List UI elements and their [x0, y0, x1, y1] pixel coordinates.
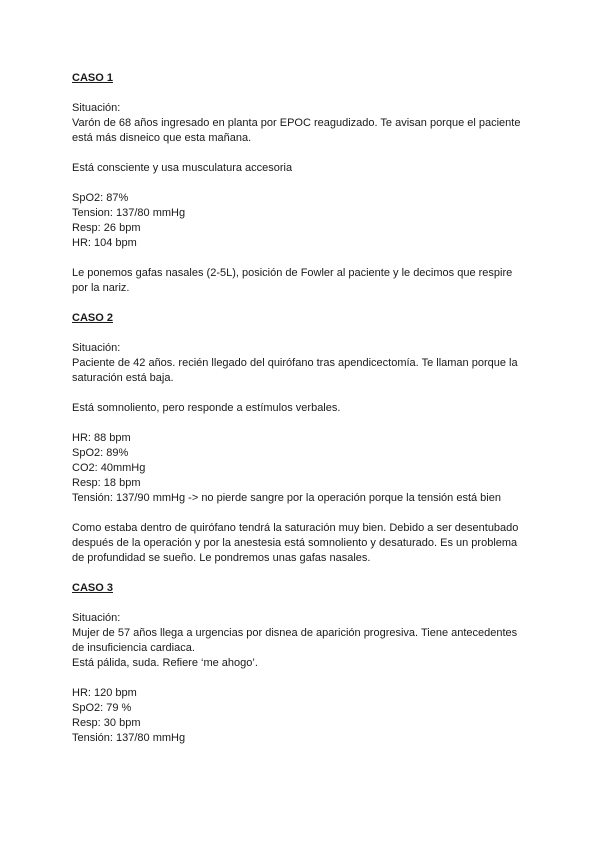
vital-hr: HR: 120 bpm	[72, 687, 137, 699]
vital-tension: Tension: 137/80 mmHg	[72, 207, 186, 219]
case-title: CASO 3	[72, 582, 113, 594]
notes-line: de profundidad se sueño. Le pondremos unas gafas nasales.	[72, 552, 371, 564]
notes-line: después de la operación y por la anestesia está somnoliento y desaturado. Es un problema	[72, 537, 518, 549]
situacion-line: Está pálida, suda. Refiere ‘me ahogo’.	[72, 657, 258, 669]
situacion-line: Varón de 68 años ingresado en planta por EPOC reagudizado. Te avisan porque el paciente	[72, 117, 521, 129]
situacion-line: está más disneico que esta mañana.	[72, 132, 252, 144]
case-3	[72, 581, 532, 746]
situacion-line: Paciente de 42 años. recién llegado del quirófano tras apendicectomía. Te llaman porque la	[72, 357, 518, 369]
situacion-line: Mujer de 57 años llega a urgencias por disnea de aparición progresiva. Tiene antecedentes	[72, 627, 518, 639]
case-title: CASO 2	[72, 312, 113, 324]
vital-spo2: SpO2: 87%	[72, 192, 129, 204]
situacion-label: Situación:	[72, 612, 121, 624]
notes-line: Le ponemos gafas nasales (2-5L), posición de Fowler al paciente y le decimos que respire	[72, 267, 513, 279]
document-page	[72, 71, 532, 746]
vital-resp: Resp: 26 bpm	[72, 222, 141, 234]
situacion-label: Situación:	[72, 102, 121, 114]
case-title: CASO 1	[72, 72, 113, 84]
situacion-line: saturación está baja.	[72, 372, 174, 384]
case-2	[72, 311, 532, 566]
vital-spo2: SpO2: 89%	[72, 447, 129, 459]
vital-hr: HR: 88 bpm	[72, 432, 131, 444]
case-1	[72, 71, 532, 296]
vital-spo2: SpO2: 79 %	[72, 702, 132, 714]
vital-resp: Resp: 30 bpm	[72, 717, 141, 729]
notes-line: Como estaba dentro de quirófano tendrá la saturación muy bien. Debido a ser desentubado	[72, 522, 519, 534]
situacion-label: Situación:	[72, 342, 121, 354]
estado-text: Está somnoliento, pero responde a estímulos verbales.	[72, 402, 341, 414]
vital-resp: Resp: 18 bpm	[72, 477, 141, 489]
notes-line: por la nariz.	[72, 282, 130, 294]
estado-text: Está consciente y usa musculatura accesoria	[72, 162, 293, 174]
vital-co2: CO2: 40mmHg	[72, 462, 146, 474]
vital-tension: Tensión: 137/90 mmHg -> no pierde sangre por la operación porque la tensión está bien	[72, 492, 501, 504]
situacion-line: de insuficiencia cardiaca.	[72, 642, 195, 654]
vital-hr: HR: 104 bpm	[72, 237, 137, 249]
vital-tension: Tensión: 137/80 mmHg	[72, 732, 186, 744]
